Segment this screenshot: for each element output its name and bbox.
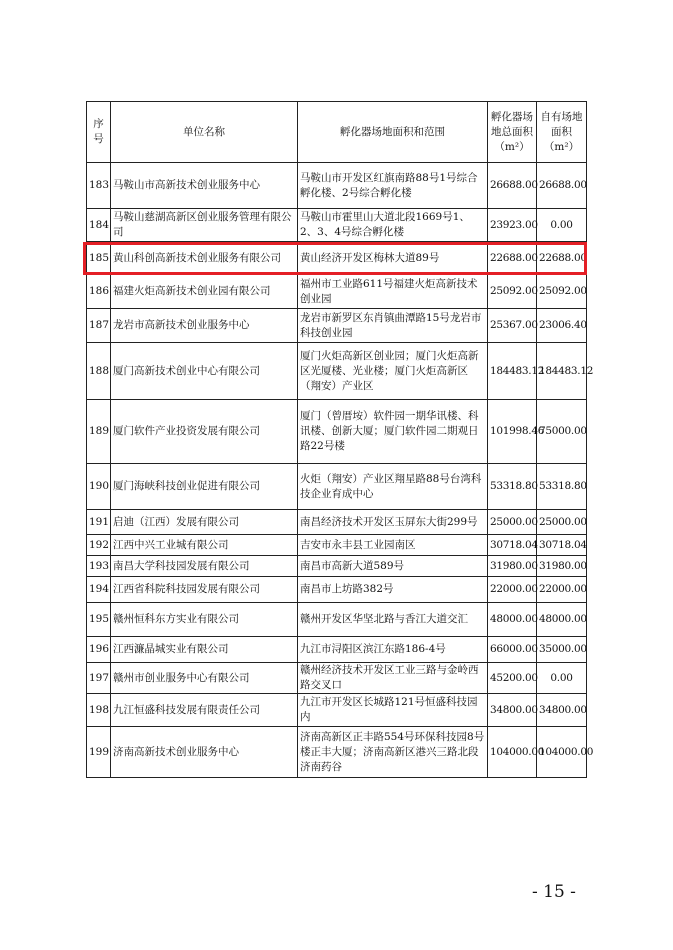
own-area-cell: 25000.00	[537, 510, 587, 535]
unit-name-cell: 江西濂晶城实业有限公司	[111, 637, 298, 663]
total-area-cell: 31980.00	[488, 556, 537, 577]
row-number-cell: 195	[87, 603, 111, 637]
row-number-cell: 198	[87, 694, 111, 727]
row-number-cell: 185	[87, 242, 111, 275]
row-number-cell: 188	[87, 343, 111, 400]
total-area-cell: 45200.00	[488, 663, 537, 694]
total-area-cell: 25367.00	[488, 309, 537, 343]
table-row	[87, 275, 587, 309]
total-area-cell: 34800.00	[488, 694, 537, 727]
total-area-cell: 25092.00	[488, 275, 537, 309]
row-number-cell: 190	[87, 464, 111, 510]
own-area-cell: 75000.00	[537, 400, 587, 464]
site-range-cell: 九江市浔阳区滨江东路186-4号	[298, 637, 488, 663]
site-range-cell: 马鞍山市开发区红旗南路88号1号综合孵化楼、2号综合孵化楼	[298, 163, 488, 209]
site-range-cell: 厦门（曾厝垵）软件园一期华讯楼、科讯楼、创新大厦；厦门软件园二期观日路22号楼	[298, 400, 488, 464]
total-area-cell: 30718.04	[488, 535, 537, 556]
site-range-cell: 南昌经济技术开发区玉屏东大街299号	[298, 510, 488, 535]
row-number-cell: 186	[87, 275, 111, 309]
table-row	[87, 309, 587, 343]
table-row	[87, 535, 587, 556]
own-area-cell: 48000.00	[537, 603, 587, 637]
site-range-cell: 南昌市高新大道589号	[298, 556, 488, 577]
site-range-cell: 济南高新区正丰路554号环保科技园8号楼正丰大厦；济南高新区港兴三路北段济南药谷	[298, 727, 488, 778]
table-row	[87, 694, 587, 727]
site-range-cell: 南昌市上坊路382号	[298, 577, 488, 603]
table-header-row	[87, 102, 587, 163]
site-range-cell: 九江市开发区长城路121号恒盛科技园内	[298, 694, 488, 727]
table-row	[87, 727, 587, 778]
row-number-cell: 183	[87, 163, 111, 209]
table-row	[87, 464, 587, 510]
total-area-cell: 25000.00	[488, 510, 537, 535]
table-row	[87, 556, 587, 577]
unit-name-cell: 黄山科创高新技术创业服务有限公司	[111, 242, 298, 275]
total-area-cell: 66000.00	[488, 637, 537, 663]
unit-name-cell: 济南高新技术创业服务中心	[111, 727, 298, 778]
total-area-cell: 22688.00	[488, 242, 537, 275]
unit-name-cell: 启迪（江西）发展有限公司	[111, 510, 298, 535]
table-row	[87, 663, 587, 694]
site-range-cell: 火炬（翔安）产业区翔星路88号台湾科技企业育成中心	[298, 464, 488, 510]
site-range-cell: 厦门火炬高新区创业园；厦门火炬高新区光厦楼、光业楼；厦门火炬高新区（翔安）产业区	[298, 343, 488, 400]
header-total-area: 孵化器场地总面积（m²）	[488, 102, 537, 163]
unit-name-cell: 江西省科院科技园发展有限公司	[111, 577, 298, 603]
own-area-cell: 25092.00	[537, 275, 587, 309]
own-area-cell: 26688.00	[537, 163, 587, 209]
total-area-cell: 48000.00	[488, 603, 537, 637]
header-own-area: 自有场地面积（m²）	[537, 102, 587, 163]
own-area-cell: 35000.00	[537, 637, 587, 663]
header-range: 孵化器场地面积和范围	[298, 102, 488, 163]
site-range-cell: 黄山经济开发区梅林大道89号	[298, 242, 488, 275]
table-body	[87, 163, 594, 778]
row-number-cell: 193	[87, 556, 111, 577]
unit-name-cell: 赣州市创业服务中心有限公司	[111, 663, 298, 694]
site-range-cell: 赣州开发区华坚北路与香江大道交汇	[298, 603, 488, 637]
site-range-cell: 吉安市永丰县工业园南区	[298, 535, 488, 556]
own-area-cell: 22688.00	[537, 242, 587, 275]
table-row	[87, 163, 587, 209]
table-row	[87, 343, 587, 400]
table-row	[87, 400, 587, 464]
row-number-cell: 199	[87, 727, 111, 778]
site-range-cell: 马鞍山市霍里山大道北段1669号1、2、3、4号综合孵化楼	[298, 209, 488, 242]
total-area-cell: 26688.00	[488, 163, 537, 209]
incubator-table	[86, 101, 594, 778]
own-area-cell: 34800.00	[537, 694, 587, 727]
table-row	[87, 242, 587, 275]
total-area-cell: 104000.00	[488, 727, 537, 778]
site-range-cell: 龙岩市新罗区东肖镇曲潭路15号龙岩市科技创业园	[298, 309, 488, 343]
table-row	[87, 577, 587, 603]
row-number-cell: 192	[87, 535, 111, 556]
table-row	[87, 603, 587, 637]
unit-name-cell: 马鞍山慈湖高新区创业服务管理有限公司	[111, 209, 298, 242]
unit-name-cell: 赣州恒科东方实业有限公司	[111, 603, 298, 637]
row-number-cell: 191	[87, 510, 111, 535]
page-number: - 15 -	[532, 882, 576, 902]
total-area-cell: 101998.46	[488, 400, 537, 464]
header-no: 序号	[87, 102, 111, 163]
site-range-cell: 福州市工业路611号福建火炬高新技术创业园	[298, 275, 488, 309]
table-row	[87, 637, 587, 663]
total-area-cell: 184483.12	[488, 343, 537, 400]
row-number-cell: 197	[87, 663, 111, 694]
own-area-cell: 53318.80	[537, 464, 587, 510]
row-number-cell: 189	[87, 400, 111, 464]
unit-name-cell: 南昌大学科技园发展有限公司	[111, 556, 298, 577]
site-range-cell: 赣州经济技术开发区工业三路与金岭西路交叉口	[298, 663, 488, 694]
row-number-cell: 196	[87, 637, 111, 663]
unit-name-cell: 龙岩市高新技术创业服务中心	[111, 309, 298, 343]
unit-name-cell: 马鞍山市高新技术创业服务中心	[111, 163, 298, 209]
total-area-cell: 23923.00	[488, 209, 537, 242]
unit-name-cell: 九江恒盛科技发展有限责任公司	[111, 694, 298, 727]
table-row	[87, 510, 587, 535]
unit-name-cell: 厦门软件产业投资发展有限公司	[111, 400, 298, 464]
own-area-cell: 31980.00	[537, 556, 587, 577]
own-area-cell: 30718.04	[537, 535, 587, 556]
header-name: 单位名称	[111, 102, 298, 163]
own-area-cell: 22000.00	[537, 577, 587, 603]
unit-name-cell: 厦门海峡科技创业促进有限公司	[111, 464, 298, 510]
own-area-cell: 23006.40	[537, 309, 587, 343]
own-area-cell: 0.00	[537, 663, 587, 694]
table-row	[87, 209, 587, 242]
own-area-cell: 104000.00	[537, 727, 587, 778]
total-area-cell: 53318.80	[488, 464, 537, 510]
row-number-cell: 194	[87, 577, 111, 603]
own-area-cell: 184483.12	[537, 343, 587, 400]
unit-name-cell: 福建火炬高新技术创业园有限公司	[111, 275, 298, 309]
unit-name-cell: 厦门高新技术创业中心有限公司	[111, 343, 298, 400]
unit-name-cell: 江西中兴工业城有限公司	[111, 535, 298, 556]
total-area-cell: 22000.00	[488, 577, 537, 603]
row-number-cell: 184	[87, 209, 111, 242]
own-area-cell: 0.00	[537, 209, 587, 242]
row-number-cell: 187	[87, 309, 111, 343]
